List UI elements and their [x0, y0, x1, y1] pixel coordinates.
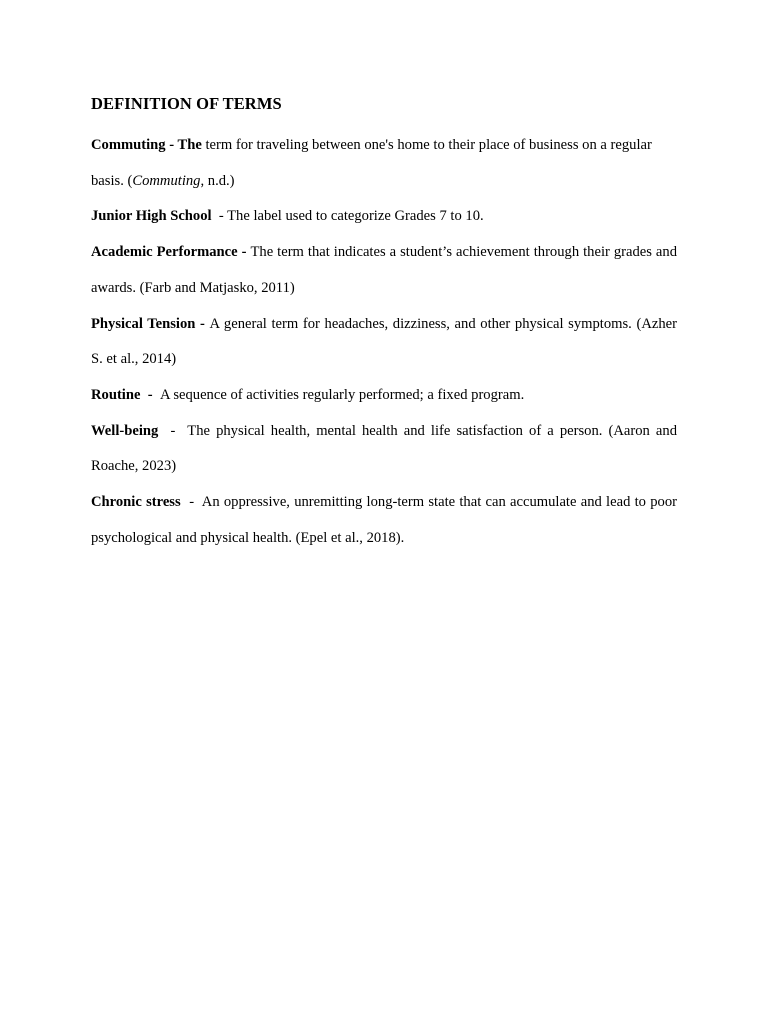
term-definition: The label used to categorize Grades 7 to 10.: [227, 208, 484, 225]
term-academic-performance: [91, 235, 677, 306]
term-commuting: [91, 128, 677, 199]
term-name: Well-being: [91, 422, 159, 439]
term-separator: -: [195, 315, 210, 332]
term-separator: -: [237, 244, 251, 261]
term-name: Chronic stress: [91, 494, 181, 511]
term-name: Physical Tension: [91, 315, 196, 332]
document-body: [91, 92, 677, 556]
term-definition: The physical health, mental health and life satisfaction of a person. (Aaron and Roache, 2023): [91, 422, 677, 475]
term-citation-italic: Commuting: [132, 172, 201, 189]
term-separator: -: [158, 422, 188, 439]
term-definition: A sequence of activities regularly performed; a fixed program.: [159, 386, 525, 403]
page-title: DEFINITION OF TERMS: [91, 94, 282, 113]
term-name: Routine: [91, 386, 141, 403]
term-definition: A general term for headaches, dizziness, and other physical symptoms. (Azher S. et al., 2014): [91, 315, 677, 368]
term-junior-high-school: [91, 199, 677, 235]
term-physical-tension: [91, 307, 677, 378]
term-lead: The: [177, 137, 202, 153]
term-routine: [91, 378, 677, 414]
term-name: Academic Performance: [91, 244, 238, 261]
term-separator: -: [165, 137, 178, 153]
term-well-being: [91, 414, 677, 485]
term-separator: -: [180, 494, 202, 511]
term-separator: -: [140, 386, 160, 403]
term-definition: An oppressive, unremitting long-term state that can accumulate and lead to poor psychological and physical health. (Epel et al., 2018).: [91, 494, 677, 546]
term-name: Junior High School: [91, 208, 212, 225]
term-name: Commuting: [91, 137, 166, 153]
term-definition: term for traveling between one's home to their place of business on a regular basis. (: [91, 137, 652, 189]
term-separator: -: [211, 208, 228, 225]
term-definition: The term that indicates a student’s achievement through their grades and awards. (Farb and Matjasko, 2011): [91, 244, 677, 296]
term-citation: , n.d.): [200, 172, 235, 189]
term-chronic-stress: [91, 485, 677, 556]
